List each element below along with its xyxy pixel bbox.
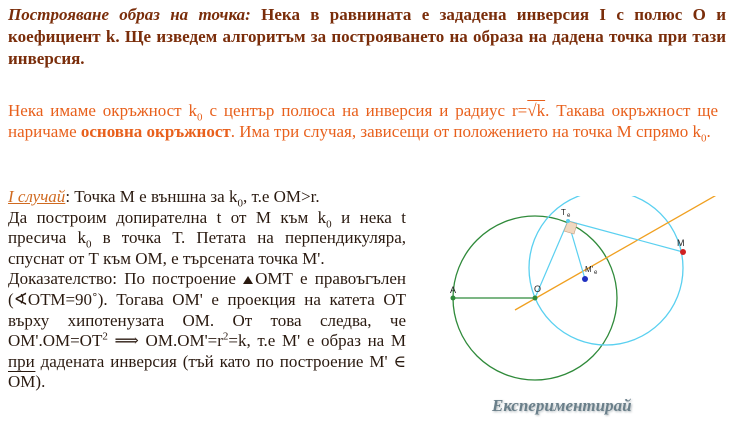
label-m: M xyxy=(677,238,685,248)
case1-line: в точка Т. Петата на перпендикуляра, спуснат от Т към ОМ, е търсената точка М'. xyxy=(8,228,406,268)
case1-text xyxy=(8,187,406,393)
proof-text: ОМ.ОМ'=r xyxy=(145,331,223,351)
base-circle-term: основна окръжност xyxy=(80,122,231,141)
label-mprime-sub: e xyxy=(594,270,598,276)
point-a[interactable] xyxy=(451,296,456,301)
para2-sub: 0 xyxy=(197,111,203,124)
intro-lead: Построяване образ на точка: xyxy=(8,5,251,24)
case1-line: и нека t пресича k xyxy=(8,207,406,248)
para2-text: Нека имаме окръжност k xyxy=(8,101,198,120)
label-mprime: M' xyxy=(585,265,594,274)
point-o[interactable] xyxy=(533,296,538,301)
triangle-icon xyxy=(243,276,253,284)
proof-text: ). Тогава ОМ' е проекция на катета ОТ върху хипотенузата ОМ. От това следва, че ОМ'.ОМ=ОТ xyxy=(8,289,406,351)
para2-text: с център полюса на инверсия и радиус r= xyxy=(202,101,528,120)
case1-sub: 0 xyxy=(326,217,332,230)
para2-text: . Такава окръжност ще наричаме xyxy=(8,101,718,141)
inversion-figure[interactable] xyxy=(420,196,730,392)
para2-text: . xyxy=(706,122,711,141)
label-t-sub: e xyxy=(567,213,571,219)
proof-text: е правоъгълен ( xyxy=(8,269,406,309)
case1-line: , т.е ОМ>r. xyxy=(242,187,320,206)
angle-expression: ∢ОТМ=90˚ xyxy=(13,289,98,309)
experiment-button[interactable]: Експериментирай xyxy=(492,396,632,415)
line-om xyxy=(515,196,720,310)
case1-line: Да построим допирателна t от М към k xyxy=(8,207,327,227)
intro-paragraph xyxy=(8,4,726,70)
label-a: A xyxy=(450,285,457,295)
label-t: T xyxy=(561,208,566,217)
triangle-name: ОМТ xyxy=(255,269,293,289)
proof-text: ). xyxy=(35,372,46,392)
proof-sup: 2 xyxy=(102,330,108,343)
base-circle-paragraph xyxy=(8,100,718,145)
proof-sup: 2 xyxy=(222,330,229,343)
implies-icon: ⟹ xyxy=(107,331,146,351)
point-m[interactable] xyxy=(680,249,686,255)
ray-om: ОМ xyxy=(8,372,36,392)
para2-text: . Има три случая, зависещи от положението на точка М спрямо k xyxy=(230,122,701,141)
case1-label[interactable]: I случай xyxy=(8,187,66,206)
label-o: O xyxy=(534,284,542,294)
case1-sub: 0 xyxy=(85,238,92,251)
case1-sub: 0 xyxy=(237,197,243,210)
sqrt-k: √k xyxy=(527,101,546,120)
proof-text: Доказателство: По построение xyxy=(8,269,244,289)
point-mprime[interactable] xyxy=(582,276,588,282)
proof-text: =k, т.е М' е образ на М при дадената инверсия (тъй като по построение М' ∈ xyxy=(8,331,406,371)
point-t[interactable] xyxy=(566,219,570,223)
intro-text: Нека в равнината е зададена инверсия I с полюс О и коефициент k. Ще изведем алгоритъм за построяването на образа на дадена точка при тази инверсия. xyxy=(8,5,726,68)
para2-sub: 0 xyxy=(700,132,707,145)
case1-line: : Точка М е външна за k xyxy=(65,187,238,206)
